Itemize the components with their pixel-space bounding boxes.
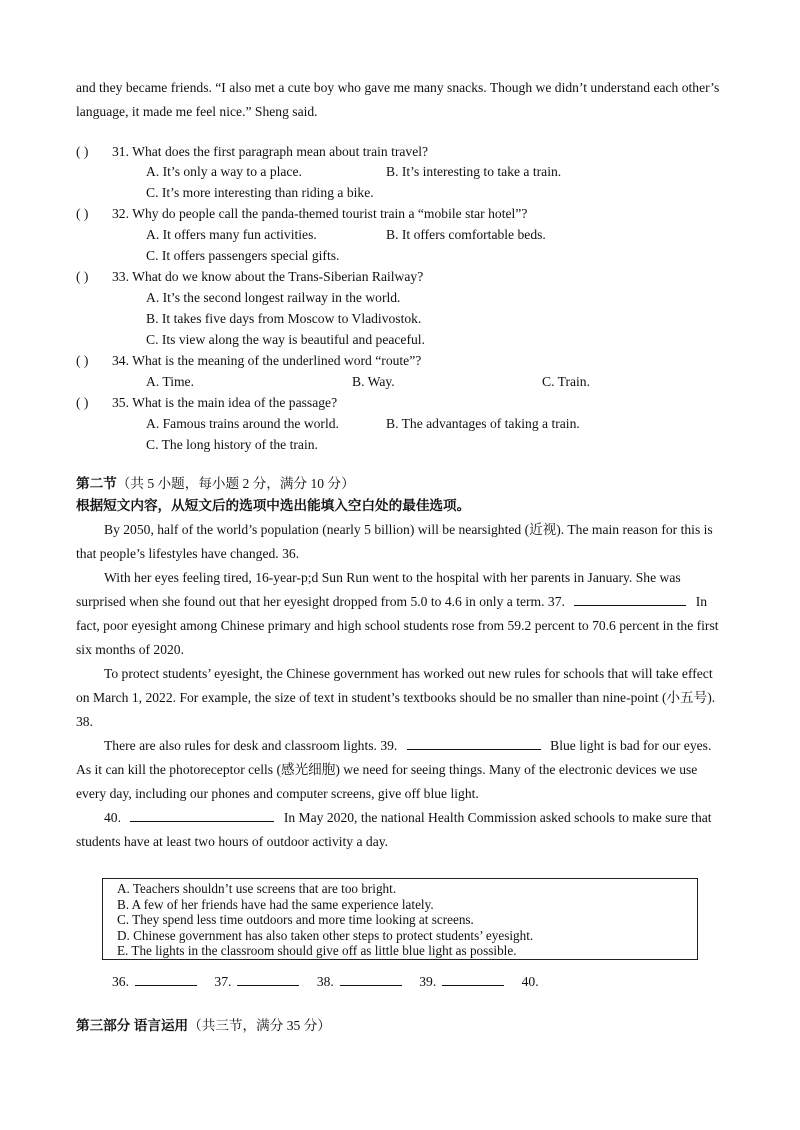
cloze-text: Blue light is bad for our eyes. As it can kill the photoreceptor cells (感光细胞) we need for seeing things. Many of the electronic devices we use every day, including our phones and computer screens, give off blue light. — [76, 738, 712, 801]
option-35-a: A. Famous trains around the world. — [146, 416, 339, 431]
choices-box — [102, 878, 698, 960]
section2-title: 第二节 — [76, 476, 117, 491]
section3-heading — [76, 1016, 331, 1036]
option-34-c: C. Train. — [542, 374, 590, 389]
choice-b: B. A few of her friends have had the same experience lately. — [117, 896, 434, 912]
answer-paren[interactable]: ( ) — [76, 206, 89, 221]
option-32-c: C. It offers passengers special gifts. — [146, 248, 340, 263]
answer-37 — [214, 972, 299, 992]
question-35 — [76, 393, 337, 413]
answer-blank-36[interactable] — [135, 973, 197, 986]
answer-blank-39[interactable] — [442, 973, 504, 986]
question-stem: 32. Why do people call the panda-themed tourist train a “mobile star hotel”? — [112, 206, 528, 221]
blank-40[interactable] — [130, 809, 274, 822]
option-34-a: A. Time. — [146, 374, 194, 389]
option-32-a: A. It offers many fun activities. — [146, 227, 317, 242]
answer-36 — [112, 972, 197, 992]
cloze-paragraph-2 — [76, 566, 724, 662]
question-stem: 33. What do we know about the Trans-Siberian Railway? — [112, 269, 424, 284]
option-31-b: B. It’s interesting to take a train. — [386, 164, 562, 179]
option-33-c: C. Its view along the way is beautiful and peaceful. — [146, 332, 425, 347]
answer-label: 37. — [214, 974, 232, 989]
cloze-text: 40. — [104, 810, 121, 825]
question-31 — [76, 142, 428, 162]
intro-paragraph: and they became friends. “I also met a cute boy who gave me many snacks. Though we didn’t understand each other’s language, it made me feel nice.” Sheng said. — [76, 80, 720, 119]
answer-paren[interactable]: ( ) — [76, 269, 89, 284]
answer-paren[interactable]: ( ) — [76, 353, 89, 368]
section3-title: 第三部分 语言运用 — [76, 1018, 189, 1033]
answer-label: 39. — [419, 974, 437, 989]
question-33 — [76, 267, 423, 287]
section2-instruction: 根据短文内容，从短文后的选项中选出能填入空白处的最佳选项。 — [76, 498, 471, 513]
answer-label: 38. — [316, 974, 334, 989]
section2-heading — [76, 474, 355, 494]
answer-39 — [419, 972, 504, 992]
question-stem: 35. What is the main idea of the passage? — [112, 395, 338, 410]
option-33-a: A. It’s the second longest railway in the world. — [146, 290, 401, 305]
answer-40 — [522, 972, 539, 992]
option-31-a: A. It’s only a way to a place. — [146, 164, 302, 179]
cloze-paragraph-1: By 2050, half of the world’s population (nearly 5 billion) will be nearsighted (近视). The main reason for this is that people’s lifestyles have changed. 36. — [76, 522, 713, 561]
option-34-b: B. Way. — [352, 374, 395, 389]
cloze-paragraph-4 — [76, 734, 724, 806]
choice-c: C. They spend less time outdoors and more time looking at screens. — [117, 912, 474, 928]
blank-39[interactable] — [407, 737, 541, 750]
answer-paren[interactable]: ( ) — [76, 395, 89, 410]
answer-38 — [317, 972, 402, 992]
answer-paren[interactable]: ( ) — [76, 144, 89, 159]
cloze-text: In May 2020, the national Health Commission asked schools to make sure that students have at least two hours of outdoor activity a day. — [76, 810, 712, 849]
blank-37[interactable] — [574, 593, 686, 606]
option-31-c: C. It’s more interesting than riding a bike. — [146, 185, 374, 200]
question-stem: 31. What does the first paragraph mean about train travel? — [112, 144, 429, 159]
answer-label: 40. — [521, 974, 539, 989]
option-32-b: B. It offers comfortable beds. — [386, 227, 546, 242]
option-33-b: B. It takes five days from Moscow to Vladivostok. — [146, 311, 422, 326]
cloze-text: There are also rules for desk and classroom lights. 39. — [104, 738, 398, 753]
answer-row — [112, 972, 553, 992]
cloze-paragraph-5 — [76, 806, 724, 854]
answer-label: 36. — [112, 974, 129, 989]
choice-d: D. Chinese government has also taken other steps to protect students’ eyesight. — [117, 927, 534, 943]
cloze-text: With her eyes feeling tired, 16-year-p;d Sun Run went to the hospital with her parents in January. She was surprised when she found out that her eyesight dropped from 5.0 to 4.6 in only a term. 37. — [76, 570, 681, 609]
cloze-text: In fact, poor eyesight among Chinese primary and high school students rose from 59.2 percent to 70.6 percent in the first six months of 2020. — [76, 594, 719, 657]
section2-note: （共 5 小题，每小题 2 分，满分 10 分） — [116, 476, 355, 491]
question-32 — [76, 204, 527, 224]
option-35-b: B. The advantages of taking a train. — [386, 416, 580, 431]
choice-a: A. Teachers shouldn’t use screens that are too bright. — [117, 881, 397, 896]
question-stem: 34. What is the meaning of the underlined word “route”? — [112, 353, 422, 368]
option-35-c: C. The long history of the train. — [146, 437, 318, 452]
choice-e: E. The lights in the classroom should give off as little blue light as possible. — [117, 943, 517, 959]
section3-note: （共三节，满分 35 分） — [188, 1018, 331, 1033]
answer-blank-37[interactable] — [237, 973, 299, 986]
answer-blank-38[interactable] — [340, 973, 402, 986]
cloze-paragraph-3: To protect students’ eyesight, the Chinese government has worked out new rules for schools that will take effect on March 1, 2022. For example, the size of text in student’s textbooks should be no smaller than nine-point (小五号). 38. — [76, 666, 716, 729]
question-34 — [76, 351, 421, 371]
